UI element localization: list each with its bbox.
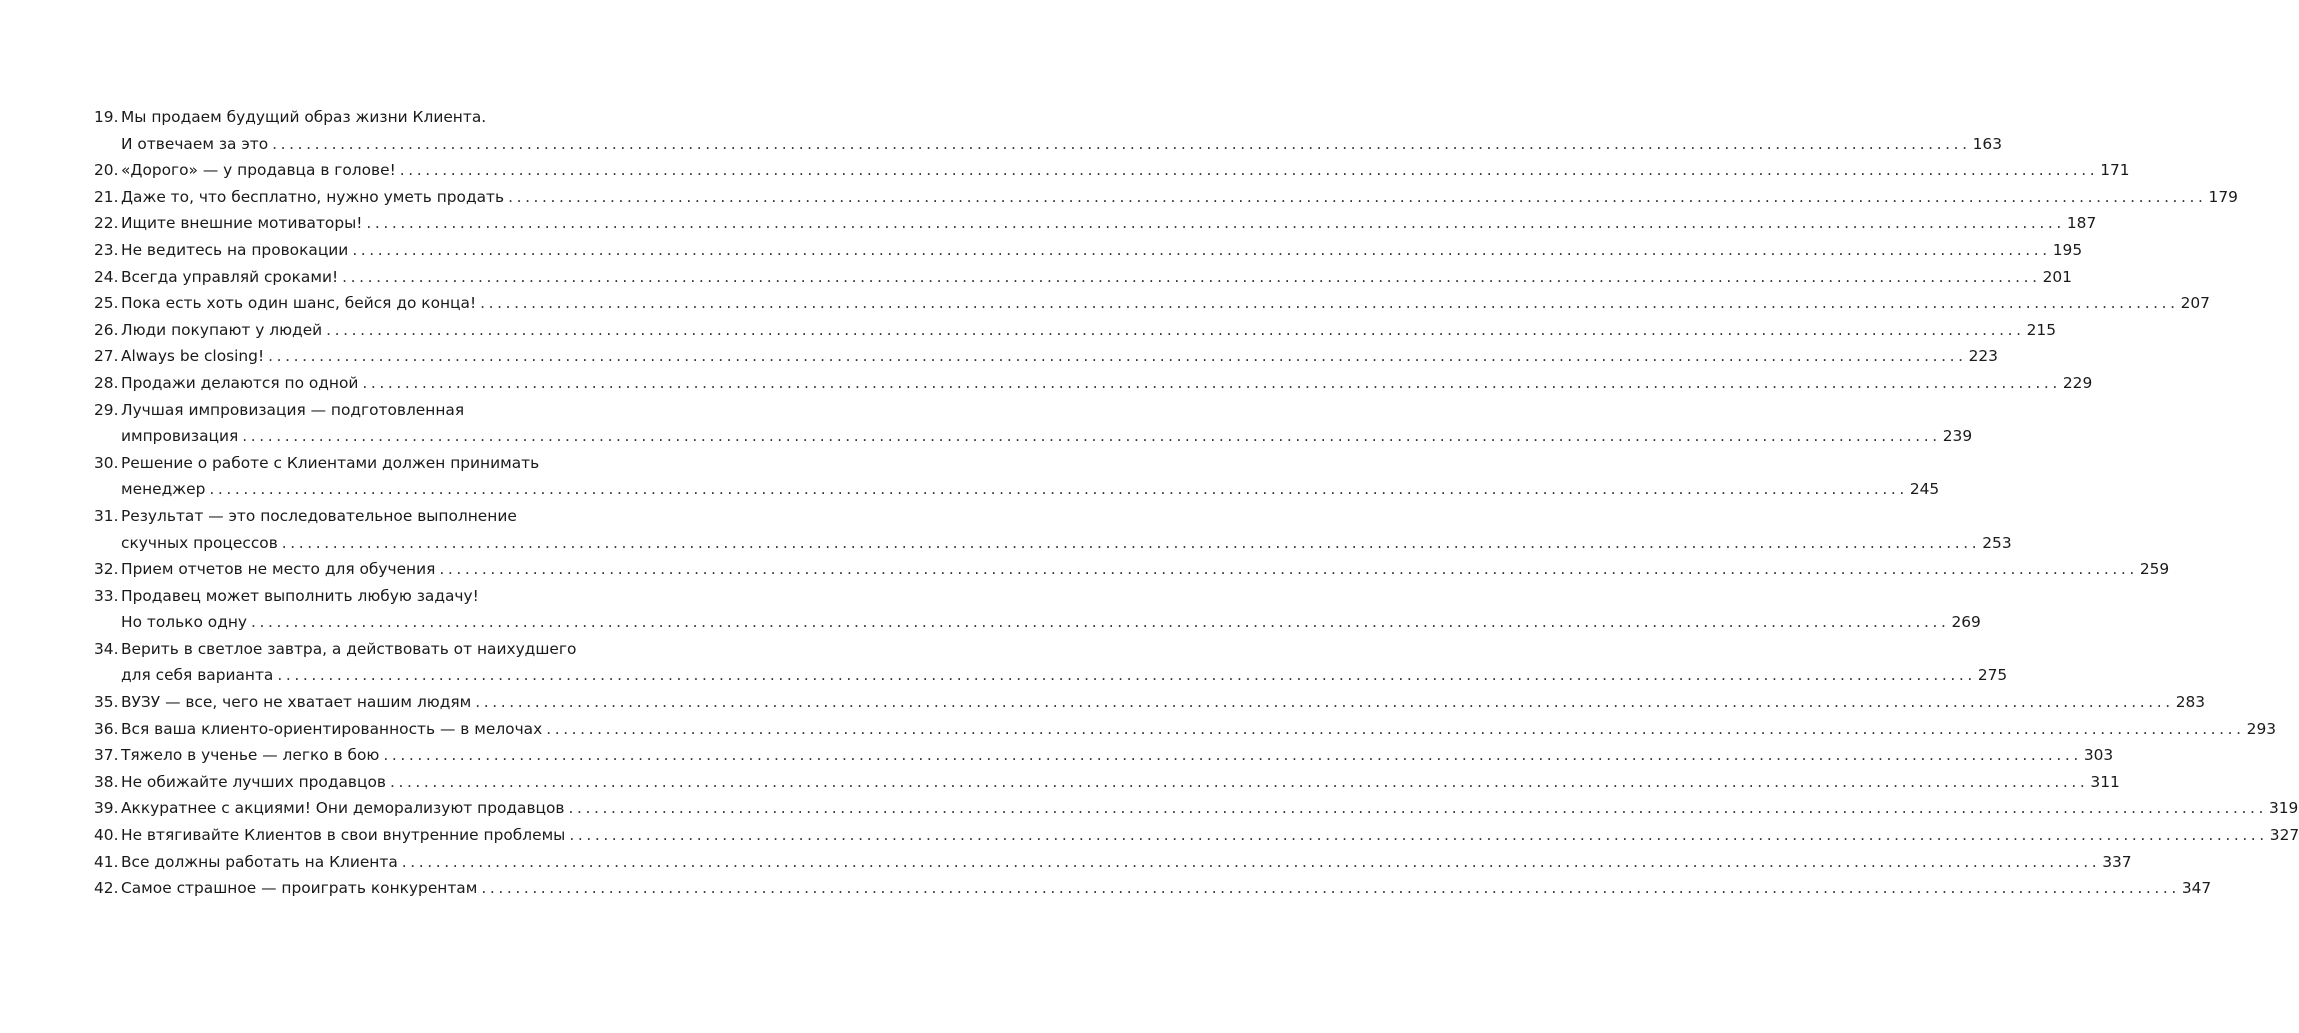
toc-entry-number: 22. bbox=[94, 214, 119, 233]
toc-entry-page-number: 195 bbox=[2052, 240, 2083, 259]
toc-entry-page-number: 179 bbox=[2208, 187, 2238, 206]
dot-leader: ........................................................................................................................................................................................................ bbox=[401, 852, 2101, 871]
toc-entry-number: 31. bbox=[94, 506, 119, 525]
toc-entry-title: Результат — это последовательное выполнение bbox=[121, 506, 517, 525]
toc-entry-leader-line bbox=[94, 742, 2114, 769]
toc-entry-title: Продажи делаются по одной bbox=[121, 373, 359, 392]
toc-entry-leader-line bbox=[94, 556, 2170, 583]
toc-entry-page-number: 201 bbox=[2042, 267, 2072, 286]
toc-entry-page-number: 347 bbox=[2181, 879, 2212, 898]
toc-entry-page-number: 223 bbox=[1968, 347, 1998, 366]
toc-entry-title: Решение о работе с Клиентами должен принимать bbox=[121, 453, 540, 472]
toc-entry-title: Самое страшное — проиграть конкурентам bbox=[121, 879, 478, 898]
toc-entry-title-line bbox=[94, 636, 578, 663]
toc-entry-leader-line bbox=[94, 290, 2210, 317]
toc-entry[interactable] bbox=[94, 822, 2299, 849]
toc-entry[interactable] bbox=[94, 556, 2170, 583]
toc-entry-leader-line bbox=[94, 689, 2206, 716]
toc-entry-title: Мы продаем будущий образ жизни Клиента. bbox=[121, 108, 487, 126]
toc-entry-leader-line bbox=[94, 370, 2093, 397]
toc-entry-page-number: 245 bbox=[1909, 480, 1940, 499]
dot-leader: ........................................................................................................................................................................................................ bbox=[242, 427, 1941, 446]
toc-entry-title-line bbox=[94, 450, 578, 477]
toc-entry[interactable] bbox=[94, 636, 2008, 689]
toc-entry-title: Вся ваша клиенто-ориентированность — в мелочах bbox=[121, 719, 543, 738]
toc-entry-page-number: 293 bbox=[2246, 719, 2277, 738]
toc-entry-number: 30. bbox=[94, 453, 119, 472]
toc-entry-number: 25. bbox=[94, 294, 119, 313]
toc-entry-title: Продавец может выполнить любую задачу! bbox=[121, 586, 479, 605]
toc-entry-title: скучных процессов bbox=[121, 533, 278, 552]
toc-entry-leader-line bbox=[94, 662, 2008, 689]
toc-entry-leader-line bbox=[94, 716, 2277, 743]
dot-leader: ........................................................................................................................................................................................................ bbox=[568, 799, 2267, 818]
toc-entry-number: 23. bbox=[94, 240, 119, 259]
toc-entry-leader-line bbox=[94, 769, 2120, 796]
dot-leader: ........................................................................................................................................................................................................ bbox=[480, 294, 2179, 313]
toc-entry-leader-line bbox=[94, 476, 1940, 503]
toc-entry[interactable] bbox=[94, 849, 2132, 876]
toc-entry-leader-line bbox=[94, 609, 1981, 636]
toc-entry-title: Прием отчетов не место для обучения bbox=[121, 560, 436, 579]
toc-entry-title: менеджер bbox=[121, 480, 206, 499]
toc-entry-leader-line bbox=[94, 875, 2212, 902]
toc-entry-number: 33. bbox=[94, 586, 119, 605]
table-of-contents bbox=[94, 104, 2299, 902]
toc-entry-leader-line bbox=[94, 237, 2083, 264]
toc-entry[interactable] bbox=[94, 343, 1998, 370]
dot-leader: ........................................................................................................................................................................................................ bbox=[251, 613, 1950, 632]
toc-entry-page-number: 187 bbox=[2066, 214, 2097, 233]
toc-entry-page-number: 207 bbox=[2180, 294, 2210, 313]
toc-entry[interactable] bbox=[94, 397, 1973, 450]
toc-entry-number: 29. bbox=[94, 400, 119, 419]
dot-leader: ........................................................................................................................................................................................................ bbox=[569, 826, 2268, 845]
toc-entry[interactable] bbox=[94, 210, 2097, 237]
dot-leader: ........................................................................................................................................................................................................ bbox=[352, 240, 2051, 259]
toc-entry-page-number: 229 bbox=[2062, 373, 2093, 392]
toc-entry[interactable] bbox=[94, 503, 2012, 556]
toc-entry-leader-line bbox=[94, 795, 2299, 822]
toc-entry-title: Лучшая импровизация — подготовленная bbox=[121, 400, 465, 419]
toc-entry[interactable] bbox=[94, 795, 2299, 822]
toc-entry-page-number: 259 bbox=[2139, 560, 2170, 579]
toc-entry-title: Не втягивайте Клиентов в свои внутренние проблемы bbox=[121, 826, 566, 845]
toc-entry-page-number: 163 bbox=[1972, 134, 2003, 153]
toc-entry-number: 32. bbox=[94, 560, 119, 579]
toc-entry-leader-line bbox=[94, 131, 2003, 158]
dot-leader: ........................................................................................................................................................................................................ bbox=[481, 879, 2180, 898]
dot-leader: ........................................................................................................................................................................................................ bbox=[399, 161, 2099, 180]
toc-entry-title: Аккуратнее с акциями! Они деморализуют продавцов bbox=[121, 799, 565, 818]
toc-entry-number: 28. bbox=[94, 373, 119, 392]
toc-entry[interactable] bbox=[94, 875, 2212, 902]
toc-entry-leader-line bbox=[94, 343, 1998, 370]
toc-entry[interactable] bbox=[94, 716, 2277, 743]
toc-entry-number: 39. bbox=[94, 799, 119, 818]
toc-entry-title-line bbox=[94, 503, 578, 530]
dot-leader: ........................................................................................................................................................................................................ bbox=[268, 347, 1967, 366]
dot-leader: ........................................................................................................................................................................................................ bbox=[342, 267, 2041, 286]
toc-entry[interactable] bbox=[94, 450, 1940, 503]
toc-entry-number: 20. bbox=[94, 161, 119, 180]
toc-entry-number: 41. bbox=[94, 852, 119, 871]
toc-entry-title-line bbox=[94, 397, 578, 424]
dot-leader: ........................................................................................................................................................................................................ bbox=[326, 320, 2025, 339]
toc-entry-leader-line bbox=[94, 210, 2097, 237]
toc-entry-leader-line bbox=[94, 530, 2012, 557]
dot-leader: ........................................................................................................................................................................................................ bbox=[366, 214, 2065, 233]
dot-leader: ........................................................................................................................................................................................................ bbox=[383, 746, 2082, 765]
toc-entry[interactable] bbox=[94, 237, 2083, 264]
toc-entry-title: ВУЗУ — все, чего не хватает нашим людям bbox=[121, 693, 472, 712]
toc-entry[interactable] bbox=[94, 264, 2072, 291]
toc-entry-page-number: 253 bbox=[1982, 533, 2012, 552]
toc-entry-number: 35. bbox=[94, 693, 119, 712]
toc-entry-title: Всегда управляй сроками! bbox=[121, 267, 339, 286]
toc-entry-leader-line bbox=[94, 317, 2057, 344]
toc-entry-title: Ищите внешние мотиваторы! bbox=[121, 214, 363, 233]
toc-entry[interactable] bbox=[94, 104, 2003, 157]
dot-leader: ........................................................................................................................................................................................................ bbox=[362, 373, 2061, 392]
toc-entry-number: 38. bbox=[94, 772, 119, 791]
dot-leader: ........................................................................................................................................................................................................ bbox=[272, 134, 1971, 153]
toc-entry-leader-line bbox=[94, 264, 2072, 291]
toc-entry[interactable] bbox=[94, 184, 2238, 211]
toc-entry-title: «Дорого» — у продавца в голове! bbox=[121, 161, 396, 180]
dot-leader: ........................................................................................................................................................................................................ bbox=[281, 533, 1981, 552]
toc-entry-page-number: 215 bbox=[2026, 320, 2057, 339]
toc-entry-page-number: 283 bbox=[2175, 693, 2206, 712]
toc-entry-page-number: 275 bbox=[1977, 666, 2008, 685]
toc-entry-page-number: 303 bbox=[2083, 746, 2114, 765]
toc-entry-number: 37. bbox=[94, 746, 119, 765]
toc-entry-title: Все должны работать на Клиента bbox=[121, 852, 398, 871]
toc-entry-number: 19. bbox=[94, 108, 119, 126]
toc-entry[interactable] bbox=[94, 583, 1981, 636]
dot-leader: ........................................................................................................................................................................................................ bbox=[389, 772, 2089, 791]
toc-entry-page-number: 337 bbox=[2102, 852, 2132, 871]
toc-entry-number: 34. bbox=[94, 639, 119, 658]
toc-entry-title: для себя варианта bbox=[121, 666, 274, 685]
toc-entry-page-number: 327 bbox=[2269, 826, 2299, 845]
toc-entry-title: Верить в светлое завтра, а действовать от наихудшего bbox=[121, 639, 577, 658]
toc-entry[interactable] bbox=[94, 689, 2206, 716]
toc-entry-title: Тяжело в ученье — легко в бою bbox=[121, 746, 380, 765]
toc-entry[interactable] bbox=[94, 370, 2093, 397]
toc-entry-title: Пока есть хоть один шанс, бейся до конца! bbox=[121, 294, 477, 313]
dot-leader: ........................................................................................................................................................................................................ bbox=[508, 187, 2207, 206]
toc-entry-page-number: 319 bbox=[2268, 799, 2299, 818]
toc-entry-page-number: 171 bbox=[2100, 161, 2130, 180]
toc-entry[interactable] bbox=[94, 157, 2130, 184]
toc-entry-title: Даже то, что бесплатно, нужно уметь продать bbox=[121, 187, 505, 206]
toc-entry-page-number: 239 bbox=[1942, 427, 1973, 446]
toc-entry-number: 40. bbox=[94, 826, 119, 845]
dot-leader: ........................................................................................................................................................................................................ bbox=[277, 666, 1976, 685]
toc-entry-title: Always be closing! bbox=[121, 347, 265, 366]
toc-entry-number: 26. bbox=[94, 320, 119, 339]
dot-leader: ........................................................................................................................................................................................................ bbox=[475, 693, 2174, 712]
toc-entry-number: 24. bbox=[94, 267, 119, 286]
toc-entry-number: 42. bbox=[94, 879, 119, 898]
dot-leader: ........................................................................................................................................................................................................ bbox=[439, 560, 2138, 579]
toc-entry[interactable] bbox=[94, 769, 2120, 796]
toc-entry-leader-line bbox=[94, 822, 2299, 849]
toc-entry-leader-line bbox=[94, 849, 2132, 876]
toc-entry-title: импровизация bbox=[121, 427, 239, 446]
toc-entry[interactable] bbox=[94, 290, 2210, 317]
toc-entry-number: 36. bbox=[94, 719, 119, 738]
toc-entry-title: Не обижайте лучших продавцов bbox=[121, 772, 386, 791]
toc-entry-page-number: 311 bbox=[2090, 772, 2120, 791]
toc-entry-title-line bbox=[94, 104, 578, 131]
toc-entry-page-number: 269 bbox=[1951, 613, 1981, 632]
toc-entry-title: И отвечаем за это bbox=[121, 134, 269, 153]
toc-entry-title: Но только одну bbox=[121, 613, 248, 632]
toc-entry-title-line bbox=[94, 583, 578, 610]
toc-entry[interactable] bbox=[94, 317, 2057, 344]
toc-entry-number: 27. bbox=[94, 347, 119, 366]
dot-leader: ........................................................................................................................................................................................................ bbox=[546, 719, 2245, 738]
toc-entry-leader-line bbox=[94, 423, 1973, 450]
toc-entry[interactable] bbox=[94, 742, 2114, 769]
toc-entry-title: Не ведитесь на провокации bbox=[121, 240, 349, 259]
toc-entry-leader-line bbox=[94, 157, 2130, 184]
toc-entry-number: 21. bbox=[94, 187, 119, 206]
toc-entry-leader-line bbox=[94, 184, 2238, 211]
toc-entry-title: Люди покупают у людей bbox=[121, 320, 323, 339]
dot-leader: ........................................................................................................................................................................................................ bbox=[209, 480, 1908, 499]
